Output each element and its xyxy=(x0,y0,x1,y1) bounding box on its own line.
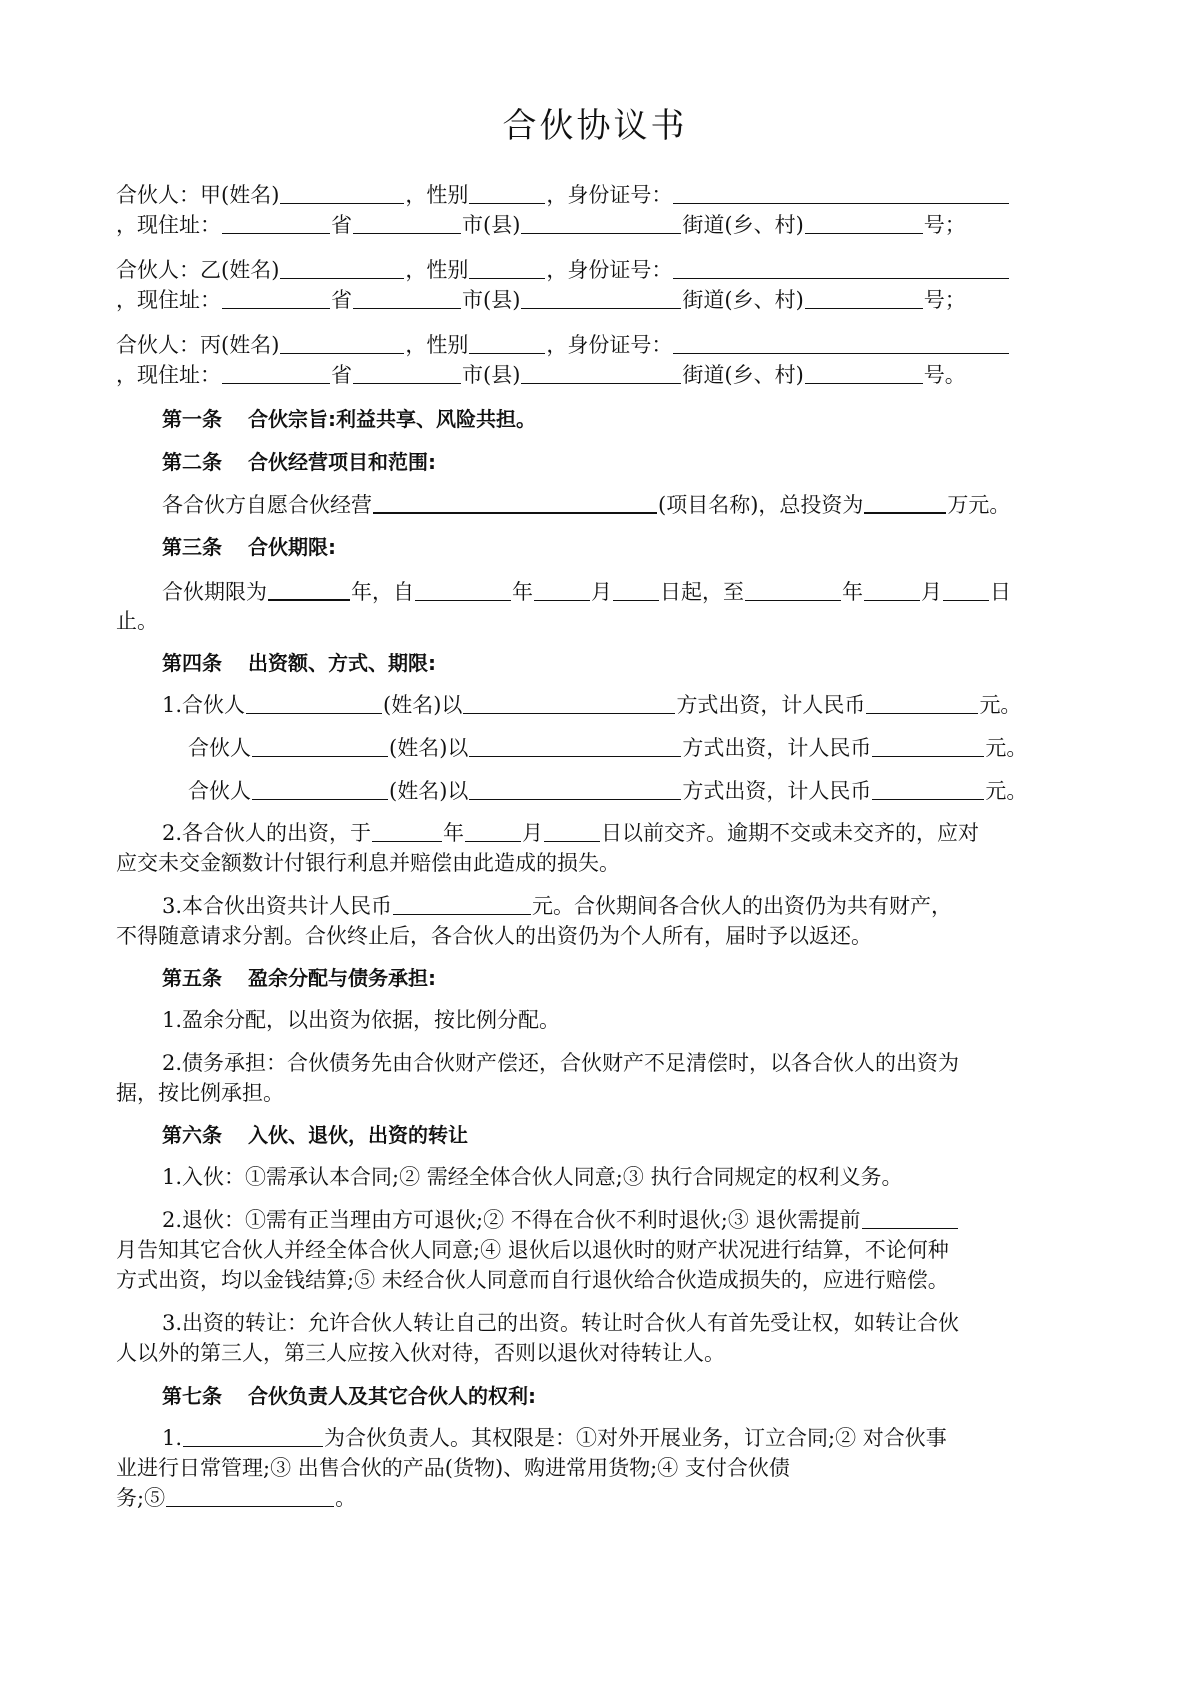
article-6-heading: 第六条 入伙、退伙，出资的转让 xyxy=(162,1123,468,1147)
total-capital-blank[interactable] xyxy=(393,892,531,915)
contribution-method-blank[interactable] xyxy=(469,734,681,757)
gender-blank[interactable] xyxy=(469,331,545,354)
name-blank[interactable] xyxy=(280,181,404,204)
end-year-blank[interactable] xyxy=(745,578,841,601)
name-blank[interactable] xyxy=(280,331,404,354)
article-6-item-3-cont: 人以外的第三人，第三人应按入伙对待，否则以退伙对待转让人。 xyxy=(116,1341,725,1365)
street-blank[interactable] xyxy=(521,361,681,384)
manager-name-blank[interactable] xyxy=(183,1424,323,1447)
start-day-blank[interactable] xyxy=(613,578,659,601)
number-blank[interactable] xyxy=(805,211,923,234)
contribution-row-2: 合伙人 (姓名)以 方式出资，计人民币 元。 xyxy=(188,736,1028,760)
city-blank[interactable] xyxy=(353,361,461,384)
article-4-item-3-cont: 不得随意请求分割。合伙终止后，各合伙人的出资仍为个人所有，届时予以返还。 xyxy=(116,924,872,948)
name-blank[interactable] xyxy=(280,256,404,279)
article-4-heading: 第四条 出资额、方式、期限: xyxy=(162,651,436,675)
id-blank[interactable] xyxy=(673,256,1009,279)
partner-c-line2: ，现住址： 省 市(县) 街道(乡、村) 号。 xyxy=(116,363,966,387)
article-4-item-3: 3.本合伙出资共计人民币 元。合伙期间各合伙人的出资仍为共有财产， xyxy=(162,894,953,918)
partner-name-blank[interactable] xyxy=(246,691,382,714)
article-3-paragraph: 合伙期限为 年，自 年 月 日起，至 年 月 日 xyxy=(162,577,1011,605)
article-2-paragraph: 各合伙方自愿合伙经营 (项目名称)，总投资为 万元。 xyxy=(162,490,1010,518)
term-years-blank[interactable] xyxy=(268,577,350,601)
start-month-blank[interactable] xyxy=(534,578,590,601)
amount-blank[interactable] xyxy=(866,691,978,714)
article-6-item-3: 3.出资的转让：允许合伙人转让自己的出资。转让时合伙人有首先受让权，如转让合伙 xyxy=(162,1311,960,1335)
end-day-blank[interactable] xyxy=(943,578,989,601)
article-5-item-2-cont: 据，按比例承担。 xyxy=(116,1081,284,1105)
article-6-item-2-cont: 月告知其它合伙人并经全体合伙人同意;④ 退伙后以退伙时的财产状况进行结算，不论何种 xyxy=(116,1238,949,1262)
article-6-item-2: 2.退伙：①需有正当理由方可退伙;② 不得在合伙不利时退伙;③ 退伙需提前 xyxy=(162,1206,959,1234)
city-blank[interactable] xyxy=(353,211,461,234)
article-5-heading: 第五条 盈余分配与债务承担: xyxy=(162,966,436,990)
article-1-heading: 第一条 合伙宗旨:利益共享、风险共担。 xyxy=(162,407,536,431)
street-blank[interactable] xyxy=(521,286,681,309)
partner-name-blank[interactable] xyxy=(252,734,388,757)
gender-blank[interactable] xyxy=(469,256,545,279)
article-4-item-2-cont: 应交未交金额数计付银行利息并赔偿由此造成的损失。 xyxy=(116,851,620,875)
deadline-month-blank[interactable] xyxy=(465,819,521,842)
article-2-heading: 第二条 合伙经营项目和范围: xyxy=(162,450,436,474)
number-blank[interactable] xyxy=(805,361,923,384)
id-blank[interactable] xyxy=(673,331,1009,354)
article-6-item-1: 1.入伙：①需承认本合同;② 需经全体合伙人同意;③ 执行合同规定的权利义务。 xyxy=(162,1165,903,1189)
start-year-blank[interactable] xyxy=(415,578,511,601)
contribution-method-blank[interactable] xyxy=(469,777,681,800)
page-title: 合伙协议书 xyxy=(502,106,688,146)
partner-name-blank[interactable] xyxy=(252,777,388,800)
notice-months-blank[interactable] xyxy=(862,1206,958,1229)
article-3-heading: 第三条 合伙期限: xyxy=(162,535,336,559)
article-7-item-1-cont: 业进行日常管理;③ 出售合伙的产品(货物)、购进常用货物;④ 支付合伙债 xyxy=(116,1456,790,1480)
street-blank[interactable] xyxy=(521,211,681,234)
id-blank[interactable] xyxy=(673,181,1009,204)
gender-blank[interactable] xyxy=(469,181,545,204)
article-6-item-2-cont2: 方式出资，均以金钱结算;⑤ 未经合伙人同意而自行退伙给合伙造成损失的，应进行赔偿。 xyxy=(116,1268,949,1292)
partner-a-line1: 合伙人：甲(姓名) ，性别 ，身份证号： xyxy=(116,181,1010,209)
article-7-heading: 第七条 合伙负责人及其它合伙人的权利: xyxy=(162,1384,536,1408)
amount-blank[interactable] xyxy=(872,777,984,800)
deadline-year-blank[interactable] xyxy=(372,819,442,842)
contribution-row-3: 合伙人 (姓名)以 方式出资，计人民币 元。 xyxy=(188,779,1028,803)
article-4-item-2: 2.各合伙人的出资，于 年 月 日以前交齐。逾期不交或未交齐的，应对 xyxy=(162,821,980,845)
project-name-blank[interactable] xyxy=(373,490,657,514)
province-blank[interactable] xyxy=(222,286,330,309)
investment-blank[interactable] xyxy=(864,490,946,514)
article-5-item-1: 1.盈余分配，以出资为依据，按比例分配。 xyxy=(162,1008,561,1032)
article-7-item-1-cont2: 务;⑤ 。 xyxy=(116,1486,357,1510)
province-blank[interactable] xyxy=(222,361,330,384)
other-authority-blank[interactable] xyxy=(166,1484,334,1507)
deadline-day-blank[interactable] xyxy=(544,819,600,842)
city-blank[interactable] xyxy=(353,286,461,309)
partner-b-line2: ，现住址： 省 市(县) 街道(乡、村) 号； xyxy=(116,288,966,312)
partner-b-line1: 合伙人：乙(姓名) ，性别 ，身份证号： xyxy=(116,256,1010,284)
amount-blank[interactable] xyxy=(872,734,984,757)
article-5-item-2: 2.债务承担：合伙债务先由合伙财产偿还，合伙财产不足清偿时，以各合伙人的出资为 xyxy=(162,1051,960,1075)
partner-c-line1: 合伙人：丙(姓名) ，性别 ，身份证号： xyxy=(116,331,1010,359)
article-3-paragraph-end: 止。 xyxy=(116,609,158,633)
contribution-method-blank[interactable] xyxy=(463,691,675,714)
partner-a-line2: ，现住址： 省 市(县) 街道(乡、村) 号； xyxy=(116,213,966,237)
article-7-item-1: 1. 为合伙负责人。其权限是：①对外开展业务，订立合同;② 对合伙事 xyxy=(162,1426,947,1450)
province-blank[interactable] xyxy=(222,211,330,234)
end-month-blank[interactable] xyxy=(864,578,920,601)
contribution-row-1: 1.合伙人 (姓名)以 方式出资，计人民币 元。 xyxy=(162,693,1022,717)
number-blank[interactable] xyxy=(805,286,923,309)
